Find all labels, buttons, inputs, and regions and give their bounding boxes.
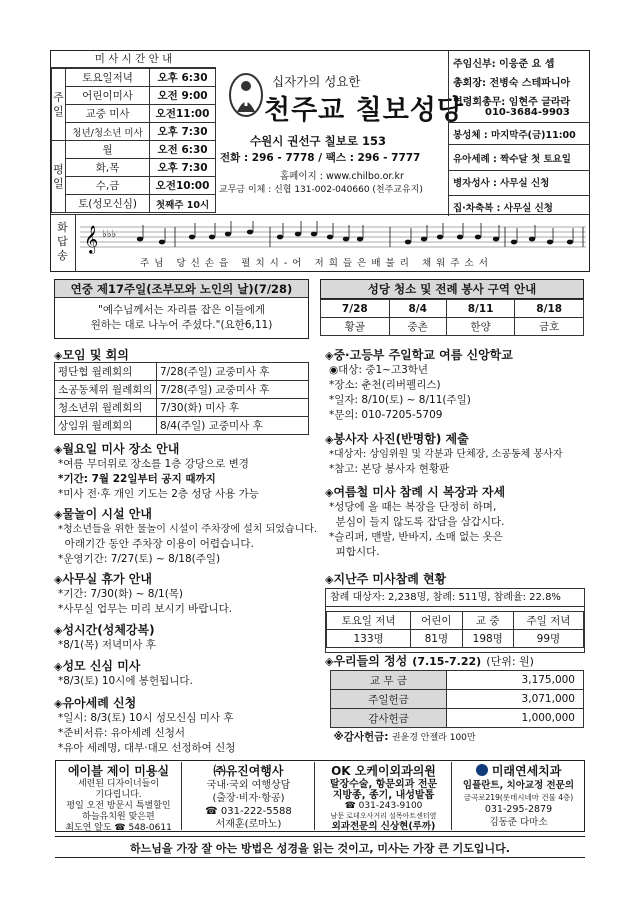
notice-title: 봉사자 사진(반명함) 제출	[333, 432, 469, 446]
mass-time: 오전 9:00	[150, 87, 216, 105]
meeting-name: 평단협 월례회의	[55, 363, 157, 381]
ad-line: 임플란트, 치아교정 전문의	[462, 780, 575, 791]
attendance-value: 198명	[462, 630, 513, 648]
staff-line: 주임신부: 이응준 요 셉	[453, 59, 555, 70]
parish-name: 천주교 칠보성당	[264, 95, 464, 126]
notice-line: 피합시다.	[329, 546, 380, 558]
parish-homepage[interactable]: 홈페이지 : www.chilbo.or.kr	[280, 171, 404, 182]
offering-name: 감사헌금	[331, 709, 447, 728]
mass-time: 오전 6:30	[150, 141, 216, 159]
ad-line: 기다립니다.	[95, 790, 142, 800]
notice-line: *문의: 010-7205-5709	[329, 409, 443, 421]
ad-clinic	[316, 762, 452, 830]
notice-line: *일자: 8/10(토) ~ 8/11(주일)	[329, 394, 471, 406]
ad-line: 서재훈(로마노)	[215, 819, 282, 830]
offering-amount: 3,175,000	[447, 671, 584, 690]
staff-line: 010-3684-9903	[485, 107, 570, 118]
parish-subtitle: 십자가의 성요한	[272, 74, 361, 89]
mass-times-title: 미 사 시 간 안 내	[51, 51, 216, 68]
attendance-header: 어린이	[411, 612, 463, 630]
notice-line: *여름 무더위로 장소를 1층 강당으로 변경	[58, 458, 249, 470]
attendance-value: 133명	[327, 630, 411, 648]
sunday-verse-1: "예수님께서는 자리를 잡은 이들에게	[98, 304, 265, 316]
ad-line: ☎ 031-243-9100	[344, 801, 423, 811]
ad-line: 금곡로219(롯데시네마 건물 4층)	[463, 793, 574, 802]
staff-line: 연령회총무: 임현주 글라라	[453, 97, 571, 108]
ad-title: 에이블 제이 미용실	[67, 764, 170, 778]
ad-line: 하늘유치원 맞은편	[82, 812, 155, 822]
ad-line: 국내·국외 여행상담	[206, 780, 291, 791]
staff-line: 봉성체 : 마지막주(금)11:00	[453, 130, 576, 141]
notice-water	[54, 505, 317, 567]
meeting-when: 7/30(화) 미사 후	[157, 399, 309, 417]
notice-holy-hour	[54, 621, 156, 653]
diamond-icon: ◈	[54, 697, 63, 710]
staff-box	[448, 51, 589, 216]
ad-line: 탈장수술, 항문외과 전문	[329, 779, 438, 790]
mass-name: 청년/청소년 미사	[66, 123, 150, 141]
offering-amount: 3,071,000	[447, 690, 584, 709]
hymn-label: 화답송	[50, 215, 76, 272]
ad-line: 지방종, 종기, 내성발톱	[332, 790, 435, 801]
offering-period: (7.15-7.22)	[412, 655, 482, 668]
notice-line: *슬리퍼, 맨발, 반바지, 소매 없는 옷은	[329, 531, 503, 543]
notice-line: *참고: 본당 봉사자 현황판	[329, 463, 450, 475]
notice-line: *8/1(목) 저녁미사 후	[58, 639, 156, 651]
attendance-header: 토요일 저녁	[327, 612, 411, 630]
ad-line: 남문 로데오사거리 설목아트센터옆	[330, 812, 437, 820]
diamond-icon: ◈	[325, 655, 334, 668]
notice-line: *미사 전·후 개인 기도는 2층 성당 사용 가능	[58, 488, 259, 500]
svg-text:♭♭♭: ♭♭♭	[102, 229, 117, 240]
staff-line: 총회장: 전병숙 스테파니아	[453, 78, 571, 89]
attendance-header: 주일 저녁	[513, 612, 583, 630]
diamond-icon: ◈	[54, 349, 63, 362]
parish-logo	[228, 72, 264, 118]
meeting-when: 8/4(주일) 교중미사 후	[157, 417, 309, 435]
offering-note: ※감사헌금: 권윤경 안젤라 100만	[331, 728, 584, 746]
cleaning-area: 한양	[446, 318, 515, 336]
cleaning-date: 8/18	[515, 300, 584, 318]
attendance-header: 교 중	[462, 612, 513, 630]
staff-line: 유아세례 : 짝수달 첫 토요일	[453, 154, 571, 165]
mass-times-table	[51, 68, 216, 213]
footer-text: 하느님을 가장 잘 아는 방법은 성경을 읽는 것이고, 미사는 가장 큰 기도입니다.	[130, 842, 510, 855]
meeting-name: 상임위 월례회의	[55, 417, 157, 435]
mass-time: 오후 7:30	[150, 123, 216, 141]
parish-phone: 전화 : 296 - 7778 / 팩스 : 296 - 7777	[220, 152, 421, 164]
notice-line: *유아 세례명, 대부·대모 선정하여 신청	[58, 742, 236, 754]
notice-monday	[54, 440, 259, 502]
attendance-title: ◈지난주 미사참례 현황	[325, 572, 447, 586]
notice-title: 유아세례 신청	[62, 696, 137, 710]
saint-logo-icon	[228, 72, 264, 118]
notice-marian	[54, 657, 193, 689]
attendance-box	[325, 588, 585, 653]
notice-line: 분심이 들지 않도록 잡담을 삼갑시다.	[329, 516, 505, 528]
cleaning-date: 7/28	[321, 300, 390, 318]
ad-line: 031-295-2879	[484, 804, 553, 815]
cleaning-title: 성당 청소 및 전례 봉사 구역 안내	[320, 279, 584, 299]
diamond-icon: ◈	[54, 508, 63, 521]
cleaning-table	[320, 299, 584, 336]
sunday-label: 주일	[52, 69, 66, 141]
notice-line: *운영기간: 7/27(토) ~ 8/18(주일)	[58, 553, 221, 565]
cleaning-area: 황골	[321, 318, 390, 336]
meetings-table	[54, 362, 309, 435]
cleaning-area: 중촌	[389, 318, 446, 336]
attendance-value: 81명	[411, 630, 463, 648]
offering-amount: 1,000,000	[447, 709, 584, 728]
mass-time: 오후 7:30	[150, 159, 216, 177]
ad-line: ☎ 031-222-5588	[205, 806, 292, 817]
notice-dress	[325, 483, 505, 560]
notice-title: 성모 신심 미사	[62, 659, 141, 673]
attendance-summary: 참례 대상자: 2,238명, 참례: 511명, 참례율: 22.8%	[326, 589, 584, 607]
mass-time: 오전11:00	[150, 105, 216, 123]
mass-name: 어린이미사	[66, 87, 150, 105]
ad-travel	[183, 762, 315, 830]
mass-time: 첫째주 10시	[150, 195, 216, 213]
staff-line: 병자성사 : 사무실 신청	[453, 178, 550, 189]
notice-title: 월요일 미사 장소 안내	[62, 442, 180, 456]
notice-title: 중·고등부 주일학교 여름 신앙학교	[333, 348, 513, 362]
notice-line: *청소년들을 위한 물놀이 시설이 주차장에 설치 되었습니다.	[58, 524, 318, 535]
notice-line: *성당에 올 때는 복장을 단정히 하며,	[329, 501, 497, 513]
parish-address: 수원시 권선구 칠보로 153	[250, 134, 386, 148]
mass-name: 월	[66, 141, 150, 159]
ad-line: (출장·비자·항공)	[212, 793, 285, 804]
cleaning-date: 8/4	[389, 300, 446, 318]
ad-title: OK 오케이외과의원	[331, 764, 436, 778]
ad-dental	[453, 762, 584, 830]
diamond-icon: ◈	[54, 660, 63, 673]
attendance-table	[326, 611, 584, 648]
cleaning-box	[320, 279, 584, 336]
notice-line: ◉대상: 중1~고3학년	[329, 364, 429, 376]
notice-line: *사무실 업무는 미리 보시기 바랍니다.	[58, 603, 233, 615]
mass-time: 오후 6:30	[150, 69, 216, 87]
offering-name: 주일헌금	[331, 690, 447, 709]
offering-name: 교 무 금	[331, 671, 447, 690]
ad-title: 미래연세치과	[453, 762, 584, 779]
cleaning-date: 8/11	[446, 300, 515, 318]
cleaning-area: 금호	[515, 318, 584, 336]
sunday-verse-2: 원하는 대로 나누어 주셨다."(요한6,11)	[90, 319, 273, 331]
offering-table	[330, 670, 584, 746]
meeting-when: 7/28(주일) 교중미사 후	[157, 381, 309, 399]
mass-name: 토(성모신심)	[66, 195, 150, 213]
mass-name: 수,금	[66, 177, 150, 195]
weekday-label: 평일	[52, 141, 66, 213]
diamond-icon: ◈	[54, 443, 63, 456]
notice-summer-school	[325, 346, 513, 423]
offering-title: ◈우리들의 정성 (7.15-7.22) (단위: 원)	[325, 654, 534, 668]
mass-time: 오전10:00	[150, 177, 216, 195]
notice-title: 사무실 휴가 안내	[62, 572, 152, 586]
attendance-value: 99명	[513, 630, 583, 648]
notice-line: *장소: 춘천(리버펠리스)	[329, 379, 441, 391]
notice-line: *대상자: 상임위원 및 각분과 단체장, 소공동체 봉사자	[329, 449, 563, 460]
ad-line: 최도연 알도 ☎ 548-0611	[65, 823, 172, 833]
ad-line: 세련된 디자이너들이	[77, 779, 160, 789]
diamond-icon: ◈	[54, 624, 63, 637]
meetings-title: ◈모임 및 회의	[54, 348, 129, 362]
sunday-box	[54, 279, 309, 339]
ad-line: 평일 오전 방문시 특별할인	[66, 801, 171, 811]
diamond-icon: ◈	[54, 573, 63, 586]
meeting-when: 7/28(주일) 교중미사 후	[157, 363, 309, 381]
notice-line: *준비서류: 유아세례 신청서	[58, 727, 186, 739]
diamond-icon: ◈	[325, 349, 334, 362]
hymn-row	[50, 214, 590, 272]
notice-office	[54, 570, 232, 617]
svg-text:𝄞: 𝄞	[84, 225, 99, 253]
offering-unit: (단위: 원)	[486, 655, 534, 668]
diamond-icon: ◈	[325, 573, 334, 586]
parish-account: 교무금 이체 : 신협 131-002-040660 (천주교유지)	[219, 185, 423, 195]
notice-title: 여름철 미사 참례 시 복장과 자세	[333, 485, 506, 499]
notice-photo	[325, 430, 562, 477]
mass-name: 토요일저녁	[66, 69, 150, 87]
ad-line: 김동준 다마소	[489, 817, 548, 828]
diamond-icon: ◈	[325, 433, 334, 446]
meeting-name: 청소년위 월례회의	[55, 399, 157, 417]
ad-title: ㈜유진여행사	[213, 764, 284, 778]
notice-line: *8/3(토) 10시에 봉헌됩니다.	[58, 675, 193, 687]
diamond-icon: ◈	[325, 486, 334, 499]
notice-line: 아래기간 동안 주차장 이용이 어렵습니다.	[58, 538, 254, 550]
notice-baptism	[54, 694, 235, 756]
staff-line: 집·차축복 : 사무실 신청	[453, 203, 553, 214]
notice-title: 성시간(성체강복)	[62, 623, 155, 637]
hymn-lyrics: 주 님 당 신 손 을 펼 치 시 - 어 저 희 들 은 배 불 리 채 워 주 소 서	[140, 258, 489, 269]
mass-name: 교중 미사	[66, 105, 150, 123]
notice-title: 물놀이 시설 안내	[62, 507, 152, 521]
tooth-icon	[476, 764, 488, 776]
footer-banner	[55, 836, 585, 858]
notice-line: *일시: 8/3(토) 10시 성모신심 미사 후	[58, 712, 234, 724]
ad-salon	[56, 762, 182, 833]
notice-line: *기간: 7/30(화) ~ 8/1(목)	[58, 588, 184, 600]
mass-name: 화,목	[66, 159, 150, 177]
meeting-name: 소공동체위 월례회의	[55, 381, 157, 399]
hymn-staff-notes	[80, 221, 586, 255]
notice-line: *기간: 7월 22일부터 공지 때까지	[58, 473, 216, 485]
mass-times	[51, 51, 216, 213]
sunday-title: 연중 제17주일(조부모와 노인의 날)(7/28)	[55, 280, 308, 298]
ad-line: 외과전문의 신상현(루까)	[331, 821, 436, 832]
